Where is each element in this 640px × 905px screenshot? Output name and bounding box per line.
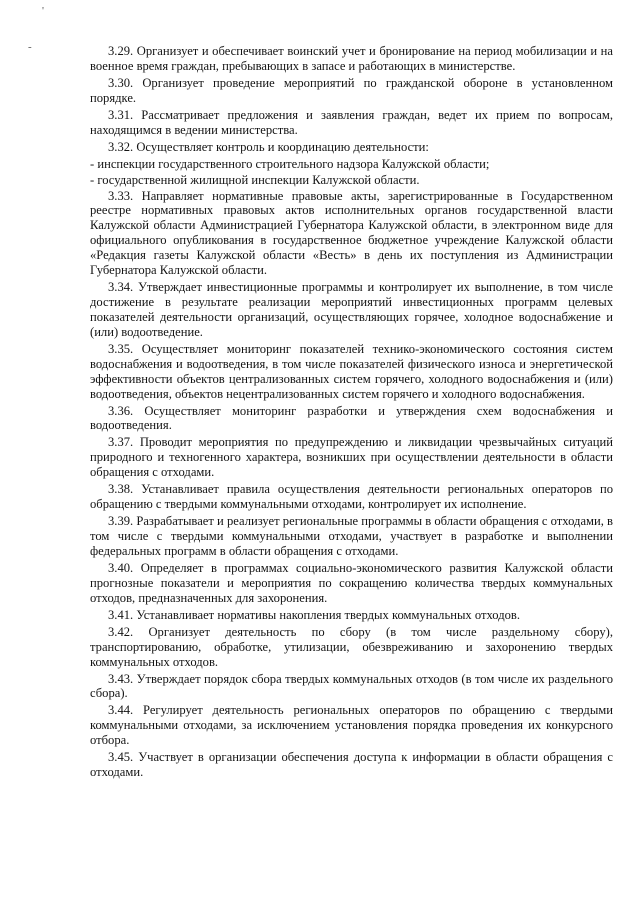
paragraph-3-35: 3.35. Осуществляет мониторинг показателей технико-экономического состояния систем водоснабжения и водоотведения, в том числе показателей физического износа и энергетической эффективности объектов централизованных систем горячего, холодного водоснабжения и (или) водоотведения, объектов нецентрализованных систем горячего и холодного водоснабжения. bbox=[90, 341, 613, 401]
paragraph-3-37: 3.37. Проводит мероприятия по предупреждению и ликвидации чрезвычайных ситуаций природного и техногенного характера, возникших при осуществлении деятельности в области обращения с отходами. bbox=[90, 435, 613, 480]
paragraph-3-29: 3.29. Организует и обеспечивает воинский учет и бронирование на период мобилизации и на военное время граждан, пребывающих в запасе и работающих в министерстве. bbox=[90, 44, 613, 73]
list-item-construction-inspection: - инспекции государственного строительного надзора Калужской области; bbox=[90, 156, 490, 171]
paragraph-3-32: 3.32. Осуществляет контроль и координацию деятельности: bbox=[108, 139, 429, 154]
paragraph-3-33: 3.33. Направляет нормативные правовые акты, зарегистрированные в Государственном реестре нормативных правовых актов исполнительных органов государственной власти Калужской области Администрацией Губернатора Калужской области, в электронном виде для официального опубликования в государственное бюджетное учреждение Калужской области «Редакция газеты Калужской области «Весть» в день их поступления из Администрации Губернатора Калужской области. bbox=[90, 188, 613, 278]
paragraph-3-34: 3.34. Утверждает инвестиционные программы и контролирует их выполнение, в том числе достижение в результате реализации мероприятий инвестиционных программ целевых показателей деятельности организаций, осуществляющих горячее, холодное водоснабжение и (или) водоотведение. bbox=[90, 280, 613, 339]
paragraph-3-36: 3.36. Осуществляет мониторинг разработки и утверждения схем водоснабжения и водоотведения. bbox=[90, 403, 613, 433]
list-item-housing-inspection: - государственной жилищной инспекции Калужской области. bbox=[90, 172, 420, 187]
paragraph-3-42: 3.42. Организует деятельность по сбору (в том числе раздельному сбору), транспортированию, обработке, утилизации, обезвреживанию и захоронению твердых коммунальных отходов. bbox=[90, 624, 613, 669]
scan-mark-left: - bbox=[28, 41, 32, 53]
paragraph-3-39: 3.39. Разрабатывает и реализует региональные программы в области обращения с отходами, в том числе с твердыми коммунальными отходами, участвует в разработке и выполнении федеральных программ в области обращения с отходами. bbox=[90, 514, 613, 558]
paragraph-3-43: 3.43. Утверждает порядок сбора твердых коммунальных отходов (в том числе их раздельного сбора). bbox=[90, 671, 613, 701]
document-body bbox=[90, 44, 613, 782]
paragraph-3-41: 3.41. Устанавливает нормативы накопления твердых коммунальных отходов. bbox=[108, 607, 521, 622]
paragraph-3-38: 3.38. Устанавливает правила осуществления деятельности региональных операторов по обращению с твердыми коммунальными отходами, контролирует их исполнение. bbox=[90, 482, 613, 512]
paragraph-3-40: 3.40. Определяет в программах социально-экономического развития Калужской области прогнозные показатели и мероприятия по сокращению количества твердых коммунальных отходов, предназначенных для захоронения. bbox=[90, 560, 613, 605]
paragraph-3-31: 3.31. Рассматривает предложения и заявления граждан, ведет их прием по вопросам, находящимся в ведении министерства. bbox=[90, 107, 613, 137]
paragraph-3-30: 3.30. Организует проведение мероприятий по гражданской обороне в установленном порядке. bbox=[90, 75, 613, 105]
paragraph-3-45: 3.45. Участвует в организации обеспечения доступа к информации в области обращения с отходами. bbox=[90, 750, 613, 780]
paragraph-3-44: 3.44. Регулирует деятельность региональных операторов по обращению с твердыми коммунальными отходами, за исключением установления порядка проведения их конкурсного отбора. bbox=[90, 703, 613, 748]
scan-mark-top: ' bbox=[42, 5, 44, 17]
